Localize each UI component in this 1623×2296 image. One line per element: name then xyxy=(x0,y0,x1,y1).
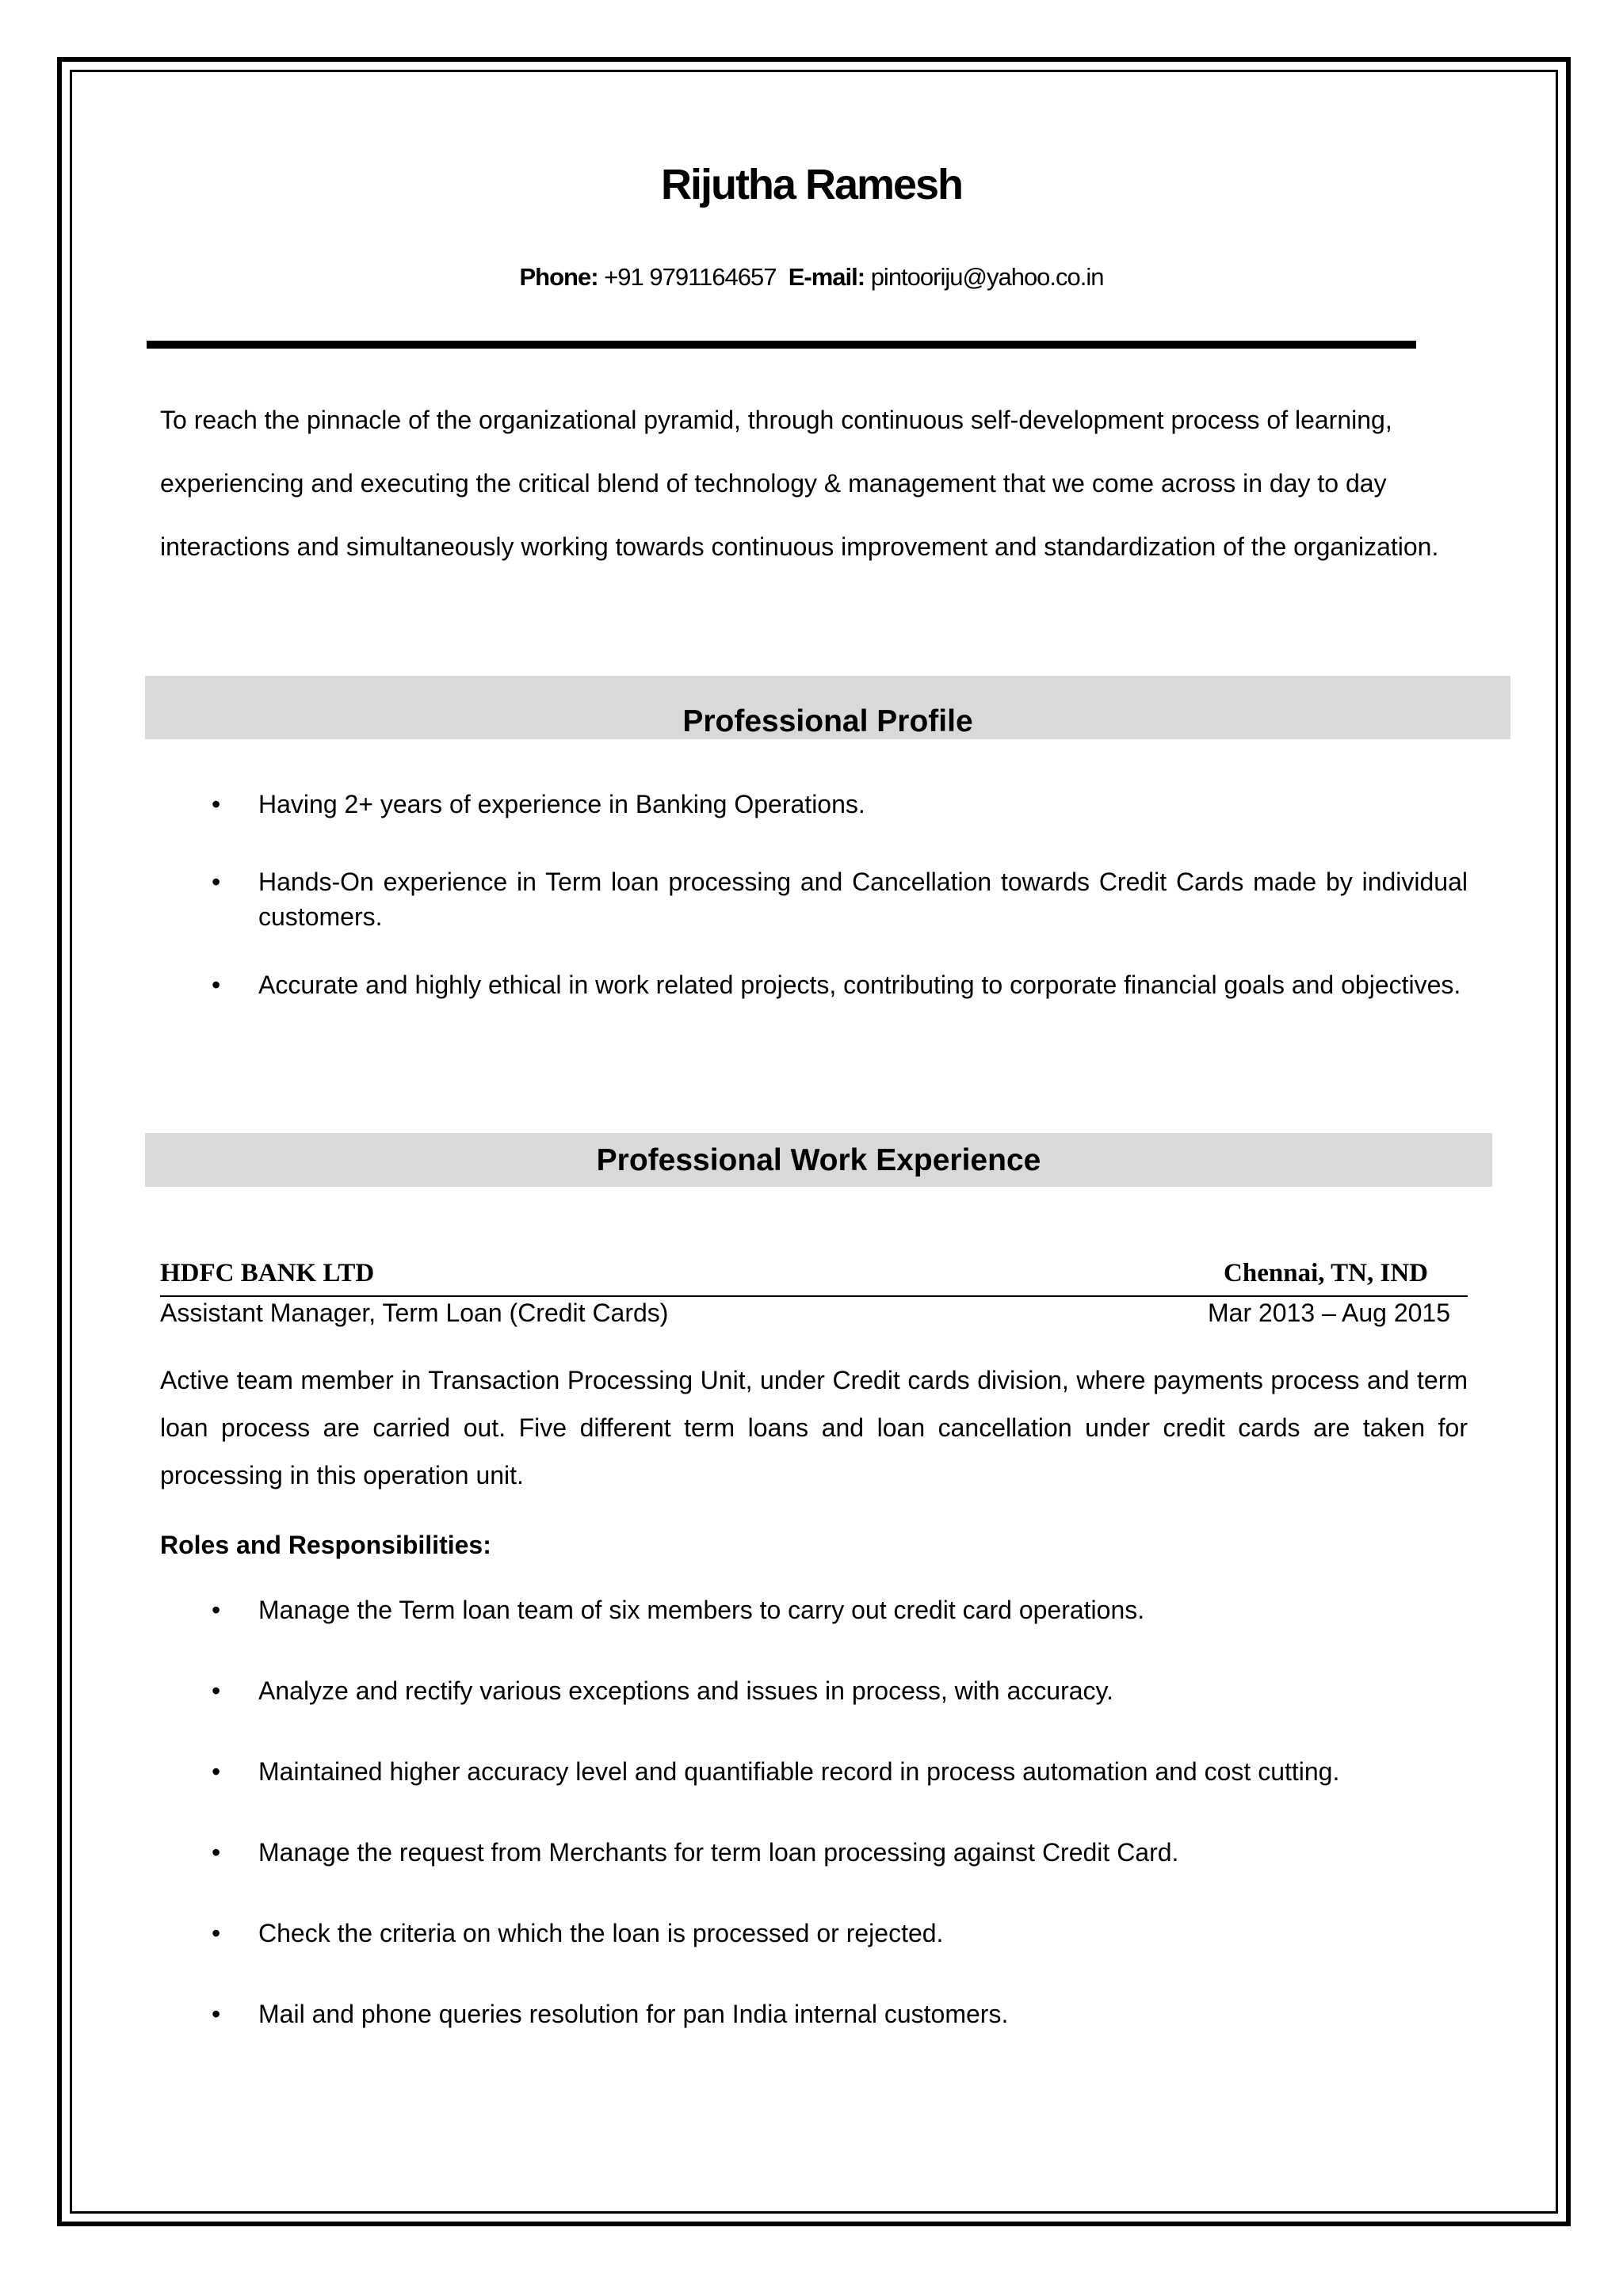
roles-heading: Roles and Responsibilities: xyxy=(160,1531,491,1559)
list-item: • Maintained higher accuracy level and quantifiable record in process automation and cost cutting. xyxy=(160,1754,1468,1789)
bullet-icon: • xyxy=(212,2000,221,2028)
list-item: • Check the criteria on which the loan is processed or rejected. xyxy=(160,1916,1468,1951)
header-divider xyxy=(147,341,1416,349)
job-dates: Mar 2013 – Aug 2015 xyxy=(1207,1299,1450,1327)
bullet-icon: • xyxy=(212,971,221,999)
bullet-icon: • xyxy=(212,1838,221,1867)
job-summary: Active team member in Transaction Processing Unit, under Credit cards division, where payments process and term loan process are carried out. Five different term loans and loan cancellation under credit cards are taken for processing in this operation unit. xyxy=(160,1366,1468,1489)
section-heading-profile: Professional Profile xyxy=(145,676,1510,739)
bullet-icon: • xyxy=(212,1757,221,1786)
list-item: • Having 2+ years of experience in Banking Operations. xyxy=(160,787,1468,822)
career-objective: To reach the pinnacle of the organizational pyramid, through continuous self-development process of learning, experiencing and executing the critical blend of technology & management that we come across in day to day interactions and simultaneously working towards continuous improvement and standardization of the organization. xyxy=(160,406,1439,561)
company-location: Chennai, TN, IND xyxy=(1224,1259,1428,1287)
list-item: • Accurate and highly ethical in work related projects, contributing to corporate financial goals and objectives. xyxy=(160,967,1468,1002)
email-address: pintooriju@yahoo.co.in xyxy=(870,263,1104,291)
section-heading-experience: Professional Work Experience xyxy=(145,1133,1492,1187)
phone-label: Phone: xyxy=(519,263,598,291)
bullet-icon: • xyxy=(212,1919,221,1947)
list-item: • Analyze and rectify various exceptions and issues in process, with accuracy. xyxy=(160,1673,1468,1708)
bullet-icon: • xyxy=(212,1676,221,1705)
contact-line xyxy=(0,260,1623,295)
responsibilities-list xyxy=(160,1592,1468,2077)
list-item: • Manage the Term loan team of six members to carry out credit card operations. xyxy=(160,1592,1468,1627)
candidate-name: Rijutha Ramesh xyxy=(660,161,963,208)
list-item: • Hands-On experience in Term loan processing and Cancellation towards Credit Cards made by individual customers. xyxy=(160,864,1468,934)
phone-number: +91 9791164657 xyxy=(604,263,777,291)
company-name: HDFC BANK LTD xyxy=(160,1259,375,1287)
bullet-icon: • xyxy=(212,868,221,896)
bullet-icon: • xyxy=(212,1596,221,1624)
job-title: Assistant Manager, Term Loan (Credit Cards) xyxy=(160,1299,669,1327)
profile-list xyxy=(160,787,1468,1002)
list-item: • Manage the request from Merchants for term loan processing against Credit Card. xyxy=(160,1835,1468,1870)
email-label: E-mail: xyxy=(788,263,865,291)
list-item: • Mail and phone queries resolution for pan India internal customers. xyxy=(160,1997,1468,2031)
bullet-icon: • xyxy=(212,790,221,818)
